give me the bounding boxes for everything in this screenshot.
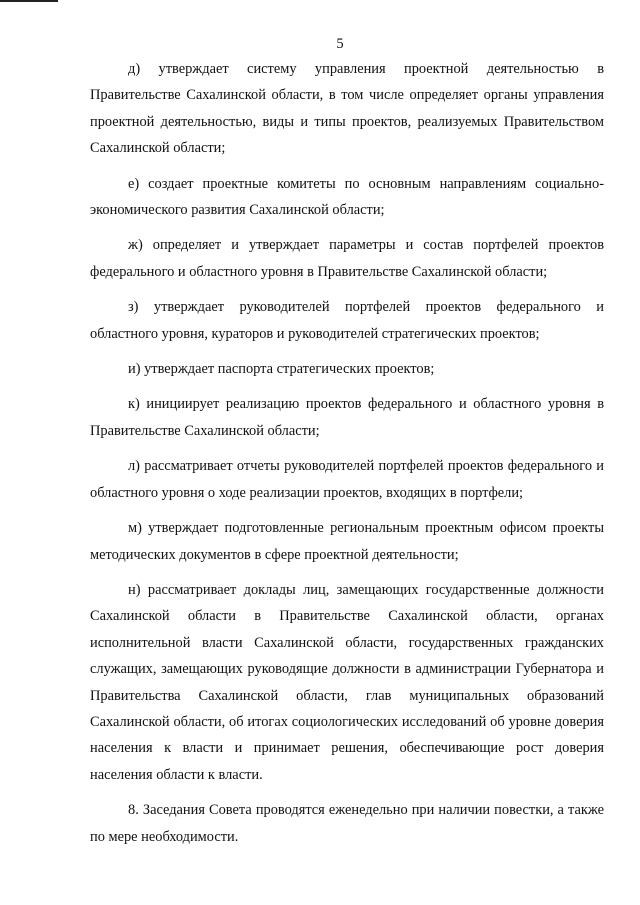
clause-e: е) создает проектные комитеты по основным направлениям социально-экономического развития Сахалинской области; (90, 175, 604, 219)
clause-m: м) утверждает подготовленные региональным проектным офисом проекты методических документов в сфере проектной деятельности; (90, 520, 604, 563)
clause-zh: ж) определяет и утверждает параметры и состав портфелей проектов федерального и областного уровня в Правительстве Сахалинской области; (90, 237, 604, 280)
clause-d: д) утверждает систему управления проектной деятельностью в Правительстве Сахалинской области, в том числе определяет органы управления проектной деятельностью, виды и типы проектов, реализуемых Правительством Сахалинской области; (90, 61, 604, 157)
scan-edge-mark (0, 0, 58, 2)
document-body (90, 56, 604, 850)
clause-z: з) утверждает руководителей портфелей проектов федерального и областного уровня, кураторов и руководителей стратегических проектов; (90, 299, 604, 342)
section-8: 8. Заседания Совета проводятся еженедельно при наличии повестки, а также по мере необходимости. (90, 802, 604, 845)
clause-n: н) рассматривает доклады лиц, замещающих государственные должности Сахалинской области в Правительстве Сахалинской области, органах исполнительной власти Сахалинской области, государственных гражданских служащих, замещающих руководящие должности в администрации Губернатора и Правительства Сахалинской области, глав муниципальных образований Сахалинской области, об итогах социологических исследований об уровне доверия населения к власти и принимает решения, обеспечивающие рост доверия населения области к власти. (90, 581, 604, 783)
page-number: 5 (336, 36, 344, 52)
clause-l: л) рассматривает отчеты руководителей портфелей проектов федерального и областного уровня о ходе реализации проектов, входящих в портфели; (90, 458, 604, 501)
clause-i: и) утверждает паспорта стратегических проектов; (128, 361, 435, 378)
clause-k: к) инициирует реализацию проектов федерального и областного уровня в Правительстве Сахалинской области; (90, 396, 604, 439)
